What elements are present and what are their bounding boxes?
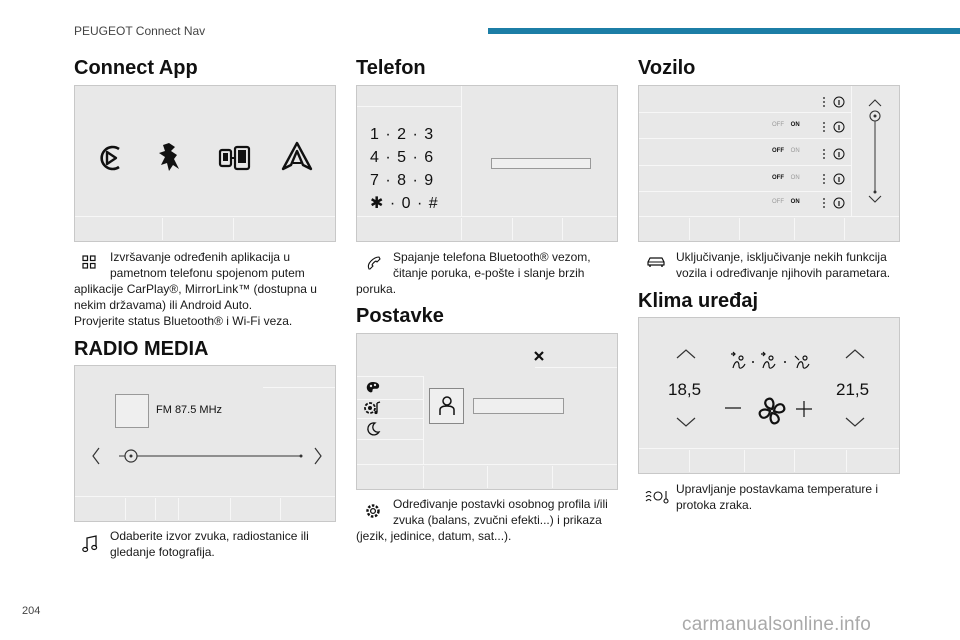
profile-button[interactable] <box>429 388 464 424</box>
station-logo-box <box>115 394 149 428</box>
toggle-4-off: OFF <box>772 199 784 205</box>
toggle-row-2[interactable] <box>772 147 800 155</box>
radio-media-screen <box>74 365 336 522</box>
connect-app-desc-line5: Provjerite status Bluetooth® i Wi-Fi veza. <box>74 314 293 328</box>
temp-right-value: 21,5 <box>836 380 870 399</box>
toggle-2-off: OFF <box>772 148 784 154</box>
temp-left-value: 18,5 <box>668 380 702 399</box>
temp-left-up-icon[interactable] <box>675 348 697 360</box>
mirrorlink-icon[interactable] <box>218 143 252 173</box>
keypad-row-4[interactable]: ✱ · 0 · # <box>370 195 438 212</box>
vozilo-title: Vozilo <box>638 57 696 79</box>
toggle-1-on: ON <box>790 122 800 128</box>
toggle-row-1[interactable] <box>772 121 800 129</box>
toggle-2-on: ON <box>790 148 800 154</box>
android-auto-icon[interactable] <box>281 141 313 173</box>
connect-app-desc-line1: Izvršavanje određenih aplikacija u <box>110 250 291 264</box>
watermark: carmanualsonline.info <box>682 614 872 635</box>
radio-media-desc-line1: Odaberite izvor zvuka, radiostanice ili <box>110 529 309 543</box>
phone-number-field[interactable] <box>491 158 591 169</box>
vozilo-screen <box>638 85 900 242</box>
fan-icon <box>757 396 787 426</box>
header-accent-bar <box>488 28 960 34</box>
gear-icon <box>364 502 382 520</box>
toggle-row-3[interactable] <box>772 174 800 182</box>
toggle-3-on: ON <box>790 175 800 181</box>
postavke-desc-line2: zvuka (balans, zvučni efekti...) i prikaza <box>393 513 602 527</box>
telefon-desc-line2: čitanje poruka, e-pošte i slanje brzih <box>393 266 585 280</box>
close-icon[interactable] <box>533 350 545 362</box>
postavke-screen <box>356 333 618 490</box>
toggle-3-off: OFF <box>772 175 784 181</box>
temp-right-down-icon[interactable] <box>844 416 866 428</box>
connect-app-desc-line3: aplikacije CarPlay®, MirrorLink™ (dostupna u <box>74 282 317 296</box>
toggle-row-4[interactable] <box>772 198 800 206</box>
radio-media-desc-line2: gledanje fotografija. <box>110 545 215 559</box>
postavke-desc-line1: Određivanje postavki osobnog profila i/ili <box>393 497 608 511</box>
apps-grid-icon <box>82 255 96 269</box>
palette-icon[interactable] <box>365 380 381 396</box>
radio-frequency: FM 87.5 MHz <box>156 404 223 416</box>
connect-app-screen <box>74 85 336 242</box>
telefon-title: Telefon <box>356 57 426 79</box>
keypad-row-1[interactable]: 1 · 2 · 3 <box>370 126 434 143</box>
telefon-desc-line1: Spajanje telefona Bluetooth® vezom, <box>393 250 591 264</box>
radio-media-title: RADIO MEDIA <box>74 338 209 360</box>
toggle-4-on: ON <box>790 199 800 205</box>
fan-decrease-icon[interactable] <box>725 406 741 410</box>
fan-increase-icon[interactable] <box>796 401 812 417</box>
connect-app-title: Connect App <box>74 57 198 79</box>
header-title: PEUGEOT Connect Nav <box>74 24 206 38</box>
audio-settings-icon[interactable] <box>362 399 382 417</box>
moon-icon[interactable] <box>365 421 381 437</box>
keypad-row-2[interactable]: 4 · 5 · 6 <box>370 149 434 166</box>
telefon-desc-line3: poruka. <box>356 282 397 296</box>
user-profile-icon <box>438 395 456 417</box>
temp-left-down-icon[interactable] <box>675 416 697 428</box>
klima-screen <box>638 317 900 474</box>
row-1-menu-info-icons[interactable] <box>821 95 849 109</box>
keypad-row-3[interactable]: 7 · 8 · 9 <box>370 172 434 189</box>
telefon-screen <box>356 85 618 242</box>
page-number: 204 <box>22 605 41 617</box>
carplay-icon[interactable] <box>95 143 125 173</box>
vozilo-scrollbar[interactable] <box>863 96 887 206</box>
vozilo-desc-line1: Uključivanje, isključivanje nekih funkcija <box>676 250 887 264</box>
air-distribution-icons[interactable] <box>727 350 819 372</box>
phone-handset-icon <box>366 255 382 271</box>
temp-right-up-icon[interactable] <box>844 348 866 360</box>
climate-icon <box>644 488 670 504</box>
klima-desc-line1: Upravljanje postavkama temperature i <box>676 482 879 496</box>
row-4-menu-info-icons[interactable] <box>821 172 849 186</box>
connect-app-desc-line4: nekim državama) ili Android Auto. <box>74 298 253 312</box>
klima-title: Klima uređaj <box>638 290 759 312</box>
row-5-menu-info-icons[interactable] <box>821 196 849 210</box>
row-2-menu-info-icons[interactable] <box>821 120 849 134</box>
frequency-slider[interactable] <box>89 444 325 468</box>
row-3-menu-info-icons[interactable] <box>821 147 849 161</box>
klima-desc-line2: protoka zraka. <box>676 498 753 512</box>
toggle-1-off: OFF <box>772 122 784 128</box>
peugeot-lion-icon[interactable] <box>155 141 185 173</box>
car-icon <box>646 255 666 269</box>
postavke-title: Postavke <box>356 305 444 327</box>
music-note-icon <box>82 535 98 553</box>
profile-name-field[interactable] <box>473 398 564 414</box>
postavke-desc-line3: (jezik, jedinice, datum, sat...). <box>356 529 512 543</box>
vozilo-desc-line2: vozila i određivanje njihovih parametara. <box>676 266 891 280</box>
connect-app-desc-line2: pametnom telefonu spojenom putem <box>110 266 305 280</box>
